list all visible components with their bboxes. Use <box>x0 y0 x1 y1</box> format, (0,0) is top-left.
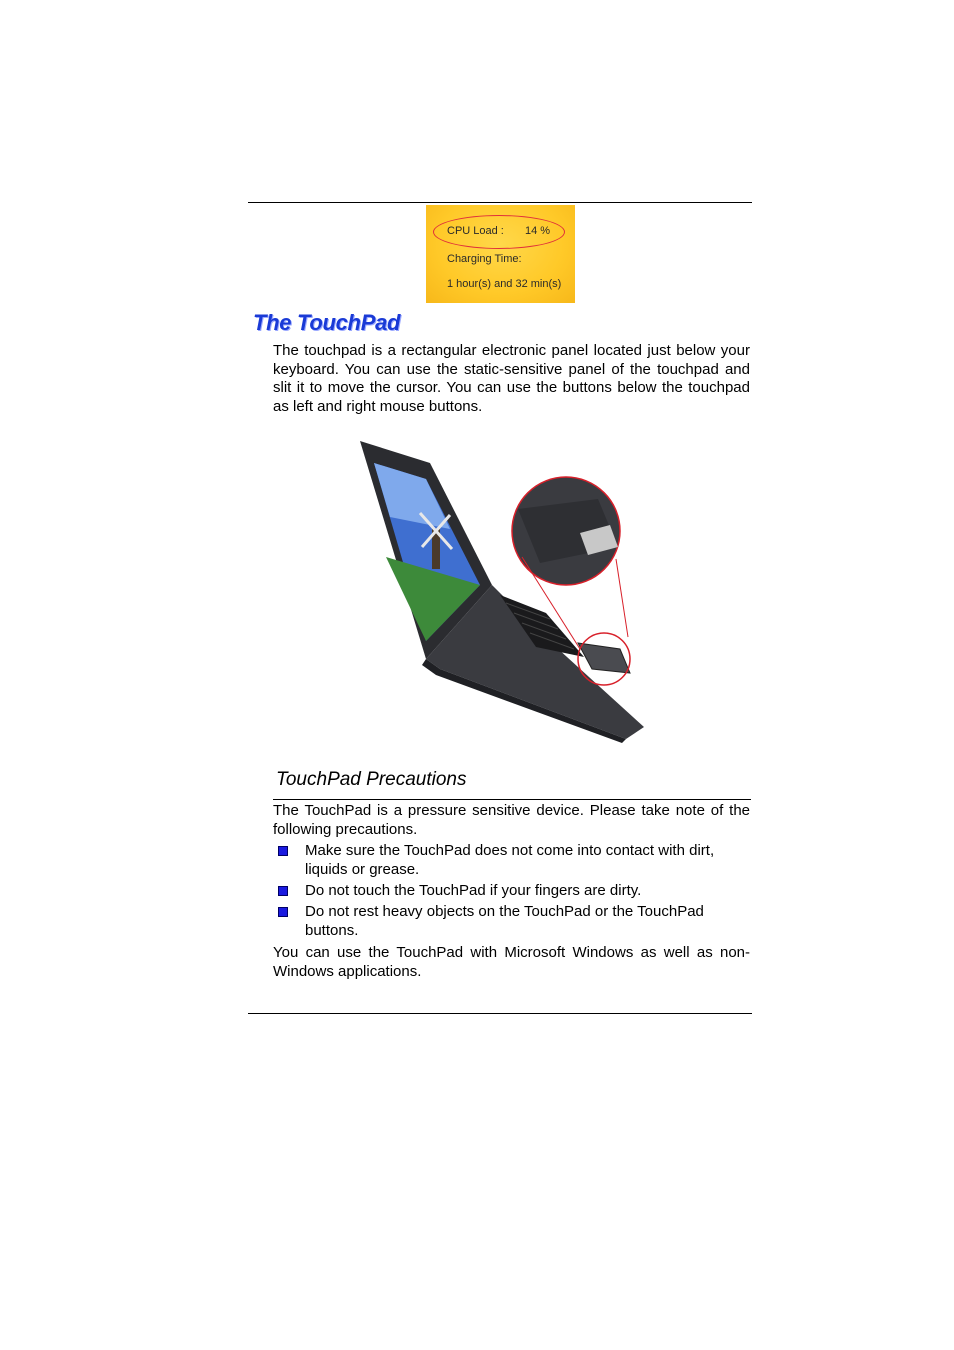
charging-time-value: 1 hour(s) and 32 min(s) <box>447 278 562 290</box>
bullet-square-icon <box>278 886 288 896</box>
list-item: Make sure the TouchPad does not come into contact with dirt, liquids or grease. <box>305 842 715 878</box>
subsection-title: TouchPad Precautions <box>276 769 467 790</box>
touchpad <box>578 643 630 673</box>
list-item: Do not touch the TouchPad if your fingers are dirty. <box>305 882 642 899</box>
laptop-touchpad-illustration <box>350 437 650 745</box>
subsection-rule <box>273 799 751 800</box>
closing-paragraph: You can use the TouchPad with Microsoft Windows as well as non-Windows applications. <box>273 944 750 980</box>
top-rule <box>248 202 752 203</box>
list-item: Do not rest heavy objects on the TouchPad or the TouchPad buttons. <box>305 903 704 939</box>
cpu-load-label: CPU Load : <box>447 225 504 237</box>
touchpad-intro-paragraph: The touchpad is a rectangular electronic panel located just below your keyboard. You can use the static-sensitive panel of the touchpad and slit it to move the cursor. You can use the buttons below the touchpad as left and right mouse buttons. <box>273 342 750 415</box>
cpu-load-value: 14 % <box>525 225 551 237</box>
precautions-intro-paragraph: The TouchPad is a pressure sensitive device. Please take note of the following precautions. <box>273 802 750 838</box>
charging-time-label: Charging Time: <box>447 253 522 265</box>
bottom-rule <box>248 1013 752 1014</box>
battery-status-panel <box>426 205 575 303</box>
bullet-square-icon <box>278 907 288 917</box>
bullet-square-icon <box>278 846 288 856</box>
section-title: The TouchPad <box>253 310 401 335</box>
